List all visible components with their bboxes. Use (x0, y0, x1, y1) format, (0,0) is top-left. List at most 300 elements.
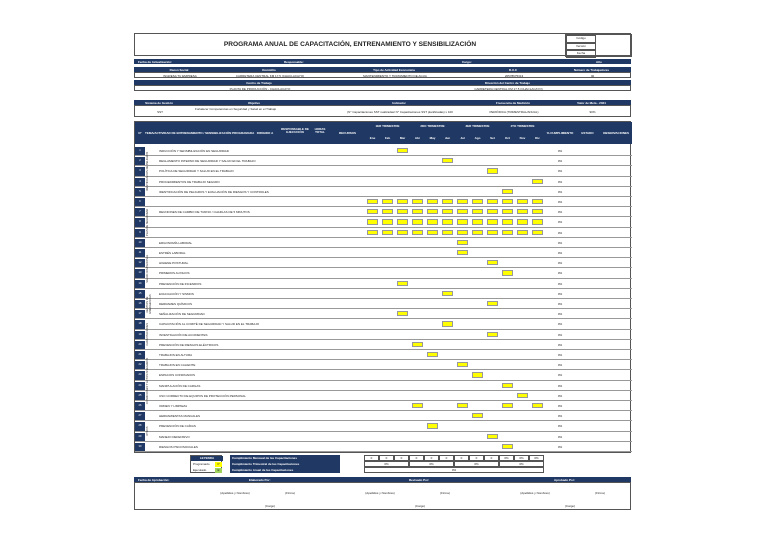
summary-monthly-value: 0 (394, 455, 409, 461)
code-label: Código (566, 35, 596, 43)
summary-quarter-value: 0% (364, 461, 409, 467)
schedule-mark[interactable] (532, 403, 543, 408)
table-row (135, 166, 632, 176)
schedule-mark[interactable] (487, 219, 498, 224)
schedule-mark[interactable] (367, 219, 378, 224)
table-row (135, 238, 632, 248)
schedule-mark[interactable] (532, 179, 543, 184)
summary-quarter-value: 0% (499, 461, 544, 467)
col-dirigido: DIRIGIDO A (256, 131, 274, 135)
row-number: 26 (135, 402, 145, 410)
table-row (135, 156, 632, 166)
group-label: CONDICIONES Y ACTOS INSEGUROS (146, 357, 149, 404)
schedule-mark[interactable] (517, 199, 528, 204)
col-recursos: RECURSOS (338, 131, 356, 135)
revisado-firma: (Firma) (440, 491, 450, 495)
row-number: 7 (135, 208, 145, 216)
row-topic: IDENTIFICACIÓN DE PELIGROS Y EVALUACIÓN DE RIESGOS Y CONTROLES (159, 189, 269, 194)
schedule-mark[interactable] (502, 230, 513, 235)
schedule-mark[interactable] (442, 209, 453, 214)
schedule-mark[interactable] (397, 219, 408, 224)
row-number: 24 (135, 382, 145, 390)
schedule-mark[interactable] (397, 281, 408, 286)
row-number: 2 (135, 157, 145, 165)
schedule-mark[interactable] (517, 209, 528, 214)
row-percent: 0% (557, 261, 563, 266)
schedule-mark[interactable] (412, 342, 423, 347)
schedule-mark[interactable] (412, 403, 423, 408)
table-row (135, 299, 632, 309)
elaborado-label: Elaborado Por: (249, 477, 271, 482)
table-row (135, 268, 632, 278)
table-row (135, 309, 632, 319)
row-number: 11 (135, 249, 145, 257)
schedule-mark[interactable] (502, 444, 513, 449)
month-header: Jun (444, 136, 451, 140)
row-number: 6 (135, 198, 145, 206)
indicador-value: (N° Capacitaciones SST realizadas/ N° Capacitaciones SST planificadas) x 100 (347, 110, 453, 114)
schedule-mark[interactable] (502, 219, 513, 224)
schedule-mark[interactable] (457, 219, 468, 224)
trabajadores-label: Número de Trabajadores (573, 67, 610, 72)
row-number: 30 (135, 443, 145, 451)
elaborado-cargo: (Cargo) (264, 504, 276, 508)
summary-monthly-value: 0% (499, 455, 514, 461)
schedule-mark[interactable] (382, 230, 393, 235)
month-header: Ene (369, 136, 376, 140)
row-number: 1 (135, 147, 145, 155)
schedule-mark[interactable] (382, 199, 393, 204)
summary-mensual-label: Cumplimiento Mensual de las Capacitaciones (232, 456, 298, 460)
aprobado-cargo: (Cargo) (564, 504, 576, 508)
col-estado: ESTADO (581, 131, 594, 135)
aprobado-label: Aprobado Por: (554, 477, 575, 482)
schedule-mark[interactable] (367, 230, 378, 235)
footer-signatures (134, 482, 631, 510)
col-observaciones: OBSERVACIONES (602, 131, 630, 135)
row-topic: ERGONOMÍA LABORAL (159, 240, 193, 245)
row-number: 18 (135, 320, 145, 328)
schedule-mark[interactable] (427, 199, 438, 204)
schedule-mark[interactable] (487, 332, 498, 337)
schedule-mark[interactable] (487, 230, 498, 235)
row-number: 20 (135, 341, 145, 349)
table-row (135, 330, 632, 340)
date-label: Fecha (566, 50, 596, 58)
month-header: Oct (504, 136, 510, 140)
schedule-mark[interactable] (532, 209, 543, 214)
row-topic: MANEJO DEFENSIVO (159, 434, 190, 439)
schedule-mark[interactable] (442, 158, 453, 163)
schedule-mark[interactable] (472, 372, 483, 377)
row-percent: 0% (557, 159, 563, 164)
row-topic: ORDEN Y LIMPIEZA (159, 404, 188, 408)
schedule-mark[interactable] (382, 209, 393, 214)
quarter-header: 3ER TRIMESTRE (465, 124, 490, 128)
objectives-values-row (134, 105, 631, 117)
row-percent: 0% (557, 149, 563, 153)
schedule-mark[interactable] (427, 230, 438, 235)
schedule-mark[interactable] (502, 270, 513, 275)
row-number: 29 (135, 433, 145, 441)
schedule-mark[interactable] (502, 403, 513, 408)
training-table (134, 121, 631, 453)
row-percent: 0% (557, 393, 563, 398)
revisado-nombres: (Apellidos y Nombres) (365, 491, 395, 495)
legend-box (190, 455, 222, 473)
control-box (565, 34, 632, 57)
table-row (135, 258, 632, 268)
ruc-label: R.U.C (508, 67, 518, 72)
month-header: Jul (460, 136, 465, 140)
row-topic: EVACUACIÓN Y SISMOS (159, 291, 194, 296)
objetivo-label: Objetivo (247, 100, 260, 105)
row-number: 5 (135, 188, 145, 196)
schedule-mark[interactable] (502, 199, 513, 204)
row-percent: 0% (557, 363, 563, 368)
col-responsable: RESPONSABLE DE EJECUCIÓN (281, 127, 309, 135)
group-label: OTROS (146, 426, 149, 437)
schedule-mark[interactable] (412, 199, 423, 204)
schedule-mark[interactable] (487, 301, 498, 306)
row-number: 22 (135, 361, 145, 369)
row-topic: PRIMEROS AUXILIOS (159, 271, 190, 276)
row-percent: 0% (557, 404, 563, 408)
revisado-label: Revisado Por: (409, 477, 430, 482)
centro-label: Centro de Trabajo (246, 80, 272, 85)
meta-label: Valor de Meta - 2024 (577, 100, 606, 105)
row-number: 9 (135, 229, 145, 237)
row-percent: 0% (557, 210, 563, 215)
summary-monthly-value: 0 (379, 455, 394, 461)
direccion-value: CARRETERA CENTRAL KM 17.5 (CHACLACAYO) (474, 87, 543, 91)
row-topic: SEÑALIZACIÓN DE SEGURIDAD (159, 312, 205, 317)
table-row (135, 146, 632, 156)
version-label: Versión (566, 43, 596, 51)
table-row (135, 217, 632, 227)
summary-monthly-value: 0 (454, 455, 469, 461)
row-number: 12 (135, 259, 145, 267)
schedule-mark[interactable] (442, 321, 453, 326)
summary-monthly-value: 0% (529, 455, 544, 461)
table-row (135, 360, 632, 370)
schedule-mark[interactable] (427, 352, 438, 357)
row-topic: REGLAMENTO INTERNO DE SEGURIDAD Y SALUD EN EL TRABAJO (159, 159, 256, 164)
row-number: 21 (135, 351, 145, 359)
row-topic: TRABAJOS EN ALTURA (159, 353, 193, 357)
table-row (135, 207, 632, 217)
trabajadores-value: 40 (590, 74, 595, 78)
group-label: IDENTIFICACION DE PELIGROS (146, 151, 149, 192)
legend-title: LEYENDA (191, 456, 223, 461)
month-header: Dic (535, 136, 540, 140)
schedule-mark[interactable] (487, 434, 498, 439)
row-number: 27 (135, 412, 145, 420)
row-percent: 0% (557, 291, 563, 296)
group-label: GESTION DE EMERGENCIAS (146, 294, 152, 314)
row-percent: 0% (557, 444, 563, 449)
table-row (135, 421, 632, 431)
summary-quarter-value: 0% (454, 461, 499, 467)
month-header: May (429, 136, 436, 140)
row-percent: 0% (557, 302, 563, 306)
summary-anual-label: Cumplimiento Anual de las Capacitaciones (232, 468, 294, 472)
schedule-mark[interactable] (502, 209, 513, 214)
table-row (135, 279, 632, 289)
row-percent: 0% (557, 240, 563, 245)
schedule-mark[interactable] (532, 219, 543, 224)
summary-monthly-value: 0 (439, 455, 454, 461)
row-percent: 0% (557, 179, 563, 184)
schedule-mark[interactable] (382, 219, 393, 224)
table-row (135, 177, 632, 187)
row-topic: INVESTIGACIÓN DE ACCIDENTES (159, 332, 208, 337)
schedule-mark[interactable] (502, 383, 513, 388)
row-percent: 0% (557, 434, 563, 439)
row-number: 10 (135, 239, 145, 247)
row-percent: 0% (557, 424, 563, 429)
schedule-mark[interactable] (487, 199, 498, 204)
schedule-mark[interactable] (472, 230, 483, 235)
direccion-label: Dirección del Centro de Trabajo (484, 80, 531, 85)
row-topic: INDUCCIÓN Y SENSIBILIZACIÓN EN SEGURIDAD (159, 149, 229, 153)
row-topic: PREVENCIÓN DE RIESGOS ELÉCTRICOS (159, 342, 219, 347)
row-number: 8 (135, 218, 145, 226)
legend-ejecutado-code: E (215, 468, 222, 473)
quarter-header: 2DO TRIMESTRE (420, 124, 445, 128)
schedule-mark[interactable] (487, 260, 498, 265)
schedule-mark[interactable] (442, 230, 453, 235)
centro-values-row (134, 85, 631, 91)
table-row (135, 350, 632, 360)
row-number: 14 (135, 280, 145, 288)
col-n: N° (138, 131, 142, 135)
row-topic: ESTRÉS LABORAL (159, 251, 186, 255)
col-horas: HORAS TOTAL (314, 127, 326, 135)
row-topic: HERRAMIENTAS MANUALES (159, 414, 200, 419)
elaborado-firma: (Firma) (285, 491, 295, 495)
row-percent: 0% (557, 322, 563, 327)
summary-monthly-value: 0 (469, 455, 484, 461)
schedule-mark[interactable] (532, 199, 543, 204)
schedule-mark[interactable] (412, 209, 423, 214)
schedule-mark[interactable] (517, 230, 528, 235)
schedule-mark[interactable] (397, 311, 408, 316)
revisado-cargo: (Cargo) (414, 504, 426, 508)
table-row (135, 432, 632, 442)
company-values-row (134, 72, 631, 78)
indicador-label: Indicador (392, 100, 406, 105)
document-title: PROGRAMA ANUAL DE CAPACITACIÓN, ENTRENAMIENTO Y SENSIBILIZACIÓN (223, 41, 477, 48)
quarter-header: 1ER TRIMESTRE (375, 124, 400, 128)
row-percent: 0% (557, 251, 563, 255)
row-topic: PROCEDIMIENTOS DE TRABAJO SEGURO (159, 179, 220, 184)
row-number: 16 (135, 300, 145, 308)
table-row (135, 411, 632, 421)
table-row (135, 370, 632, 380)
aprobado-firma: (Firma) (595, 491, 605, 495)
razon-label: Razon Social (169, 67, 189, 72)
row-number: 13 (135, 269, 145, 277)
group-label: SALUD OCUPACIONAL (146, 254, 149, 283)
domicilio-value: CARRETERA CENTRAL KM 17.5 (CHACLACAYO) (235, 74, 305, 78)
actividad-value: MANTENIMIENTO Y TRATAMIENTO DE AGUA (363, 74, 427, 78)
legend-programado: Programado (193, 462, 210, 466)
schedule-mark[interactable] (442, 291, 453, 296)
month-header: Feb (384, 136, 391, 140)
frecuencia-value: PERIÓDICA (TRIMESTRAL/ANUAL) (489, 110, 539, 114)
elaborado-nombres: (Apellidos y Nombres) (220, 491, 250, 495)
schedule-mark[interactable] (427, 219, 438, 224)
col-cumplimiento: % CUMPLIMIENTO (546, 131, 574, 135)
row-percent: 0% (557, 281, 563, 286)
row-number: 4 (135, 178, 145, 186)
row-topic: POLÍTICA DE SEGURIDAD Y SALUD EN EL TRABAJO (159, 169, 234, 174)
table-row (135, 381, 632, 391)
document-header (134, 33, 631, 56)
summary-monthly-value: 0 (424, 455, 439, 461)
month-header: Ago (474, 136, 481, 140)
actividad-label: Tipo de Actividad Economica (373, 67, 415, 72)
summary-quarter-value: 0% (409, 461, 454, 467)
row-topic: CAPACITACIÓN AL COMITÉ DE SEGURIDAD Y SALUD EN EL TRABAJO (159, 322, 260, 327)
fecha-aprobacion-label: Fecha de Aprobación: (138, 477, 170, 482)
schedule-mark[interactable] (457, 362, 468, 367)
schedule-mark[interactable] (502, 189, 513, 194)
table-row (135, 442, 632, 452)
schedule-mark[interactable] (442, 219, 453, 224)
razon-value: INGRESA TU EMPRESA (163, 74, 197, 78)
row-percent: 0% (557, 383, 563, 388)
row-percent: 0% (557, 342, 563, 347)
row-percent: 0% (557, 414, 563, 419)
group-label: PLAN DE SEGURIDAD (146, 208, 149, 237)
table-row (135, 391, 632, 401)
row-percent: 0% (557, 373, 563, 378)
row-topic: TRABAJOS EN CALIENTE (159, 363, 196, 368)
row-topic: HIGIENE POSTURAL (159, 261, 189, 266)
schedule-mark[interactable] (517, 219, 528, 224)
centro-value: PLANTA DE PRODUCCIÓN - CHACLACAYO (229, 87, 291, 91)
schedule-mark[interactable] (472, 199, 483, 204)
row-percent: 0% (557, 230, 563, 235)
row-number: 17 (135, 310, 145, 318)
schedule-mark[interactable] (397, 148, 408, 153)
schedule-mark[interactable] (427, 423, 438, 428)
gestion-value: SST (157, 110, 163, 114)
schedule-mark[interactable] (457, 230, 468, 235)
table-header (135, 122, 632, 144)
row-percent: 0% (557, 220, 563, 225)
row-percent: 0% (557, 332, 563, 337)
table-row (135, 340, 632, 350)
row-number: 23 (135, 371, 145, 379)
schedule-mark[interactable] (457, 250, 468, 255)
table-row (135, 187, 632, 197)
month-header: Nov (519, 136, 526, 140)
row-percent: 0% (557, 189, 563, 194)
schedule-mark[interactable] (457, 209, 468, 214)
schedule-mark[interactable] (367, 209, 378, 214)
summary-annual-value: 0% (364, 467, 544, 473)
summary-labels (230, 455, 340, 473)
schedule-mark[interactable] (457, 199, 468, 204)
schedule-mark[interactable] (397, 209, 408, 214)
schedule-mark[interactable] (397, 230, 408, 235)
schedule-mark[interactable] (457, 240, 468, 245)
schedule-mark[interactable] (412, 230, 423, 235)
gestion-label: Sistema de Gestión (145, 100, 173, 105)
schedule-mark[interactable] (412, 219, 423, 224)
row-number: 25 (135, 392, 145, 400)
row-topic: MANIPULACIÓN DE CARGAS (159, 383, 201, 388)
schedule-mark[interactable] (517, 393, 528, 398)
group-label: CAPACITACIONES (146, 323, 149, 346)
summary-monthly-value: 0 (364, 455, 379, 461)
row-number: 19 (135, 331, 145, 339)
col-tema: TEMA/ACTIVIDAD DE ENTRENAMIENTO / SENSIBILIZACIÓN PROGRAMADA (145, 131, 255, 135)
row-topic: PREVENCIÓN DE CAÍDAS (159, 424, 196, 429)
schedule-mark[interactable] (472, 413, 483, 418)
cargo-label: Cargo: (462, 59, 472, 64)
schedule-mark[interactable] (487, 168, 498, 173)
summary-monthly-value: 0 (409, 455, 424, 461)
aprobado-nombres: (Apellidos y Nombres) (520, 491, 550, 495)
row-topic: REUNIONES DE CAMBIO DE TURNO / CHARLAS DE 5 MINUTOS (159, 210, 250, 215)
row-topic: PREVENCIÓN DE INCENDIOS (159, 281, 202, 286)
row-percent: 0% (557, 312, 563, 317)
summary-monthly-value: 0 (484, 455, 499, 461)
frecuencia-label: Frecuencia de Medición (495, 100, 530, 105)
schedule-mark[interactable] (472, 219, 483, 224)
row-percent: 0% (557, 353, 563, 357)
month-header: Mar (399, 136, 406, 140)
schedule-mark[interactable] (487, 209, 498, 214)
info-header-row (134, 59, 631, 64)
row-number: 15 (135, 290, 145, 298)
row-topic: RIESGOS PSICOSOCIALES (159, 444, 198, 449)
legend-programado-code: P (215, 462, 222, 467)
ruc-value: 20578675313 (504, 74, 524, 78)
row-number: 3 (135, 167, 145, 175)
meta-value: 90% (589, 110, 596, 114)
row-percent: 0% (557, 200, 563, 204)
legend-ejecutado: Ejecutado (193, 468, 207, 472)
schedule-mark[interactable] (442, 199, 453, 204)
responsable-label: Responsable: (284, 59, 304, 64)
month-header: Abr (414, 136, 421, 140)
schedule-mark[interactable] (367, 199, 378, 204)
schedule-mark[interactable] (472, 209, 483, 214)
schedule-mark[interactable] (397, 199, 408, 204)
schedule-mark[interactable] (532, 230, 543, 235)
table-row (135, 289, 632, 299)
row-topic: ESPACIOS CONFINADOS (159, 373, 195, 378)
objetivo-value: Fortalecer Competencias en Seguridad y Salud en el Trabajo (195, 107, 277, 111)
row-number: 28 (135, 422, 145, 430)
schedule-mark[interactable] (427, 209, 438, 214)
domicilio-label: Domicilio (262, 67, 276, 72)
schedule-mark[interactable] (457, 403, 468, 408)
summary-monthly-value: 0% (514, 455, 529, 461)
row-percent: 0% (557, 169, 563, 174)
ano-label: Año (596, 59, 602, 64)
table-row (135, 401, 632, 411)
table-row (135, 197, 632, 207)
row-topic: DERRAMES QUÍMICOS (159, 302, 193, 306)
summary-trimestral-label: Cumplimiento Trimestral de las Capacitaciones (232, 462, 300, 466)
table-row (135, 228, 632, 238)
